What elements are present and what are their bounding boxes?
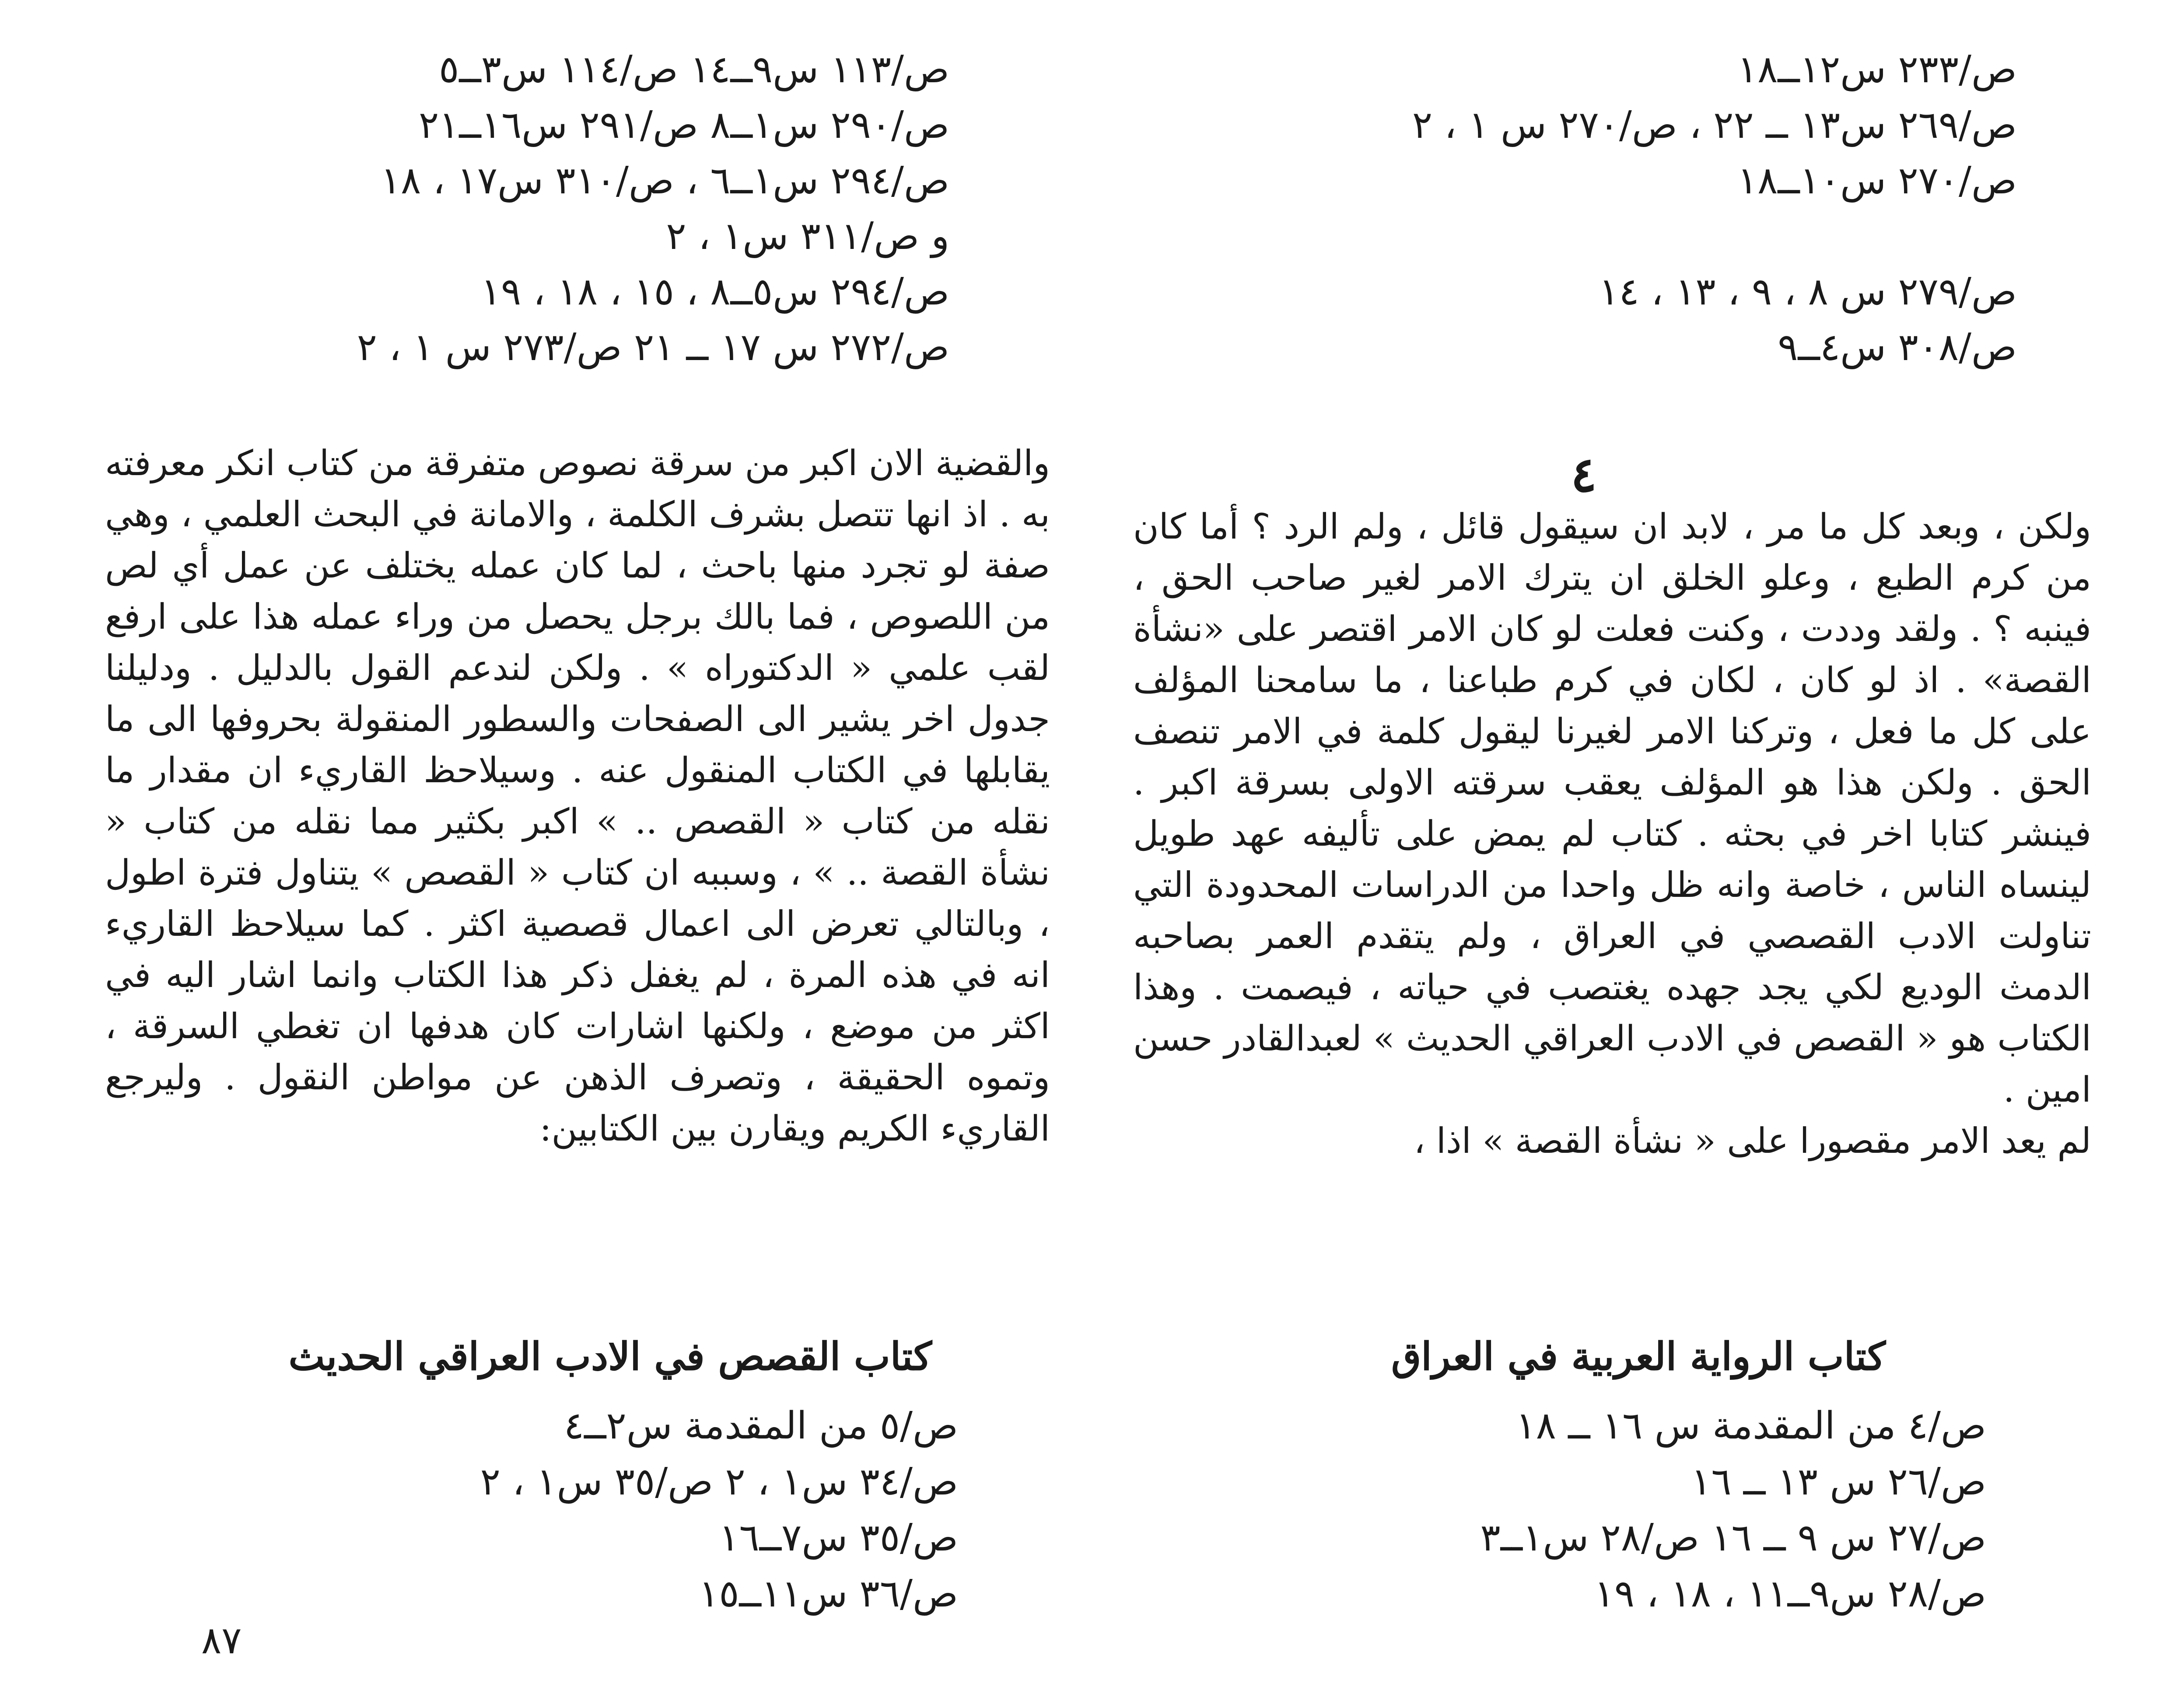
reference-line: ص/٢٩٤ س٥ــ٨ ، ١٥ ، ١٨ ، ١٩	[480, 270, 949, 314]
right-top-references	[1138, 42, 2017, 375]
reference-line: ص/٢٦٩ س١٣ ــ ٢٢ ، ص/٢٧٠ س ١ ، ٢	[1412, 103, 2017, 147]
left-book-references	[245, 1398, 958, 1622]
right-book-references	[1269, 1398, 1986, 1622]
reference-line: ص/٢٨ س٩ــ١١ ، ١٨ ، ١٩	[1594, 1572, 1986, 1616]
reference-line: ص/٢٧٠ س١٠ــ١٨	[1737, 159, 2017, 203]
reference-line: ص/١١٣ س٩ــ١٤ ص/١١٤ س٣ــ٥	[439, 48, 949, 91]
page-number: ٨٧	[201, 1619, 242, 1662]
body-paragraph: لم يعد الامر مقصورا على « نشأة القصة » اذا ،	[1414, 1120, 2091, 1161]
right-body-text	[1133, 501, 2091, 1166]
reference-line: ص/٢٩٤ س١ــ٦ ، ص/٣١٠ س١٧ ، ١٨	[380, 159, 949, 203]
left-top-references	[228, 42, 949, 375]
book-title-left: كتاب القصص في الادب العراقي الحديث	[288, 1334, 932, 1379]
reference-line: ص/٢٩٠ س١ــ٨ ص/٢٩١ س١٦ــ٢١	[418, 103, 949, 147]
reference-line: و ص/٣١١ س١ ، ٢	[666, 214, 949, 258]
body-paragraph: ولكن ، وبعد كل ما مر ، لابد ان سيقول قائل ، ولم الرد ؟ أما كان من كرم الطبع ، وعلو الخلق ان يترك الامر لغير صاحب الحق ، فينبه ؟ . ولقد وددت ، وكنت فعلت لو كان الامر اقتصر على «نشأة القصة» . اذ لو كان ، لكان في كرم طباعنا ، ما سامحنا المؤلف على كل ما فعل ، وتركنا الامر لغيرنا ليقول كلمة في الامر تنصف الحق . ولكن هذا هو المؤلف يعقب سرقته الاولى بسرقة اكبر . فينشر كتابا اخر في بحثه . كتاب لم يمض على تأليفه عهد طويل لينساه الناس ، خاصة وانه ظل واحدا من الدراسات المحدودة التي تناولت الادب القصصي في العراق ، ولم يتقدم العمر بصاحبه الدمث الوديع لكي يجد جهده يغتصب في حياته ، فيصمت . وهذا الكتاب هو « القصص في الادب العراقي الحديث » لعبدالقادر حسن امين .	[1133, 506, 2092, 1110]
reference-line: ص/٣٥ س٧ــ١٦	[719, 1516, 958, 1560]
reference-line: ص/٣٠٨ س٤ــ٩	[1778, 326, 2017, 369]
reference-line: ص/٢٣٣ س١٢ــ١٨	[1737, 48, 2017, 91]
reference-gap	[1138, 209, 2017, 264]
reference-line: ص/٤ من المقدمة س ١٦ ــ ١٨	[1516, 1404, 1986, 1448]
section-number: ٤	[1571, 446, 1597, 503]
reference-line: ص/٢٦ س ١٣ ــ ١٦	[1691, 1460, 1986, 1504]
left-body-text	[105, 438, 1050, 1154]
reference-line: ص/٥ من المقدمة س٢ــ٤	[564, 1404, 958, 1448]
reference-line: ص/٢٧ س ٩ ــ ١٦ ص/٢٨ س١ــ٣	[1480, 1516, 1986, 1560]
reference-line: ص/٢٧٩ س ٨ ، ٩ ، ١٣ ، ١٤	[1599, 270, 2017, 314]
reference-line: ص/٢٧٢ س ١٧ ــ ٢١ ص/٢٧٣ س ١ ، ٢	[357, 326, 949, 369]
body-paragraph: والقضية الان اكبر من سرقة نصوص متفرقة من كتاب انكر معرفته به . اذ انها تتصل بشرف الكلمة ، والامانة في البحث العلمي ، وهي صفة لو تجرد منها باحث ، لما كان عمله يختلف عن عمل أي لص من اللصوص ، فما بالك برجل يحصل من وراء عمله هذا على ارفع لقب علمي « الدكتوراه » . ولكن لندعم القول بالدليل . ودليلنا جدول اخر يشير الى الصفحات والسطور المنقولة بحروفها الى ما يقابلها في الكتاب المنقول عنه . وسيلاحظ القاريء ان مقدار ما نقله من كتاب « القصص .. » اكبر بكثير مما نقله من كتاب « نشأة القصة .. » ، وسببه ان كتاب « القصص » يتناول فترة اطول ، وبالتالي تعرض الى اعمال قصصية اكثر . كما سيلاحظ القاريء انه في هذه المرة ، لم يغفل ذكر هذا الكتاب وانما اشار اليه في اكثر من موضع ، ولكنها اشارات كان هدفها ان تغطي السرقة ، وتموه الحقيقة ، وتصرف الذهن عن مواطن النقول . وليرجع القاريء الكريم ويقارن بين الكتابين:	[105, 443, 1050, 1149]
book-title-right: كتاب الرواية العربية في العراق	[1391, 1334, 1886, 1379]
reference-line: ص/٣٤ س١ ، ٢ ص/٣٥ س١ ، ٢	[480, 1460, 958, 1504]
reference-line: ص/٣٦ س١١ــ١٥	[699, 1572, 958, 1616]
